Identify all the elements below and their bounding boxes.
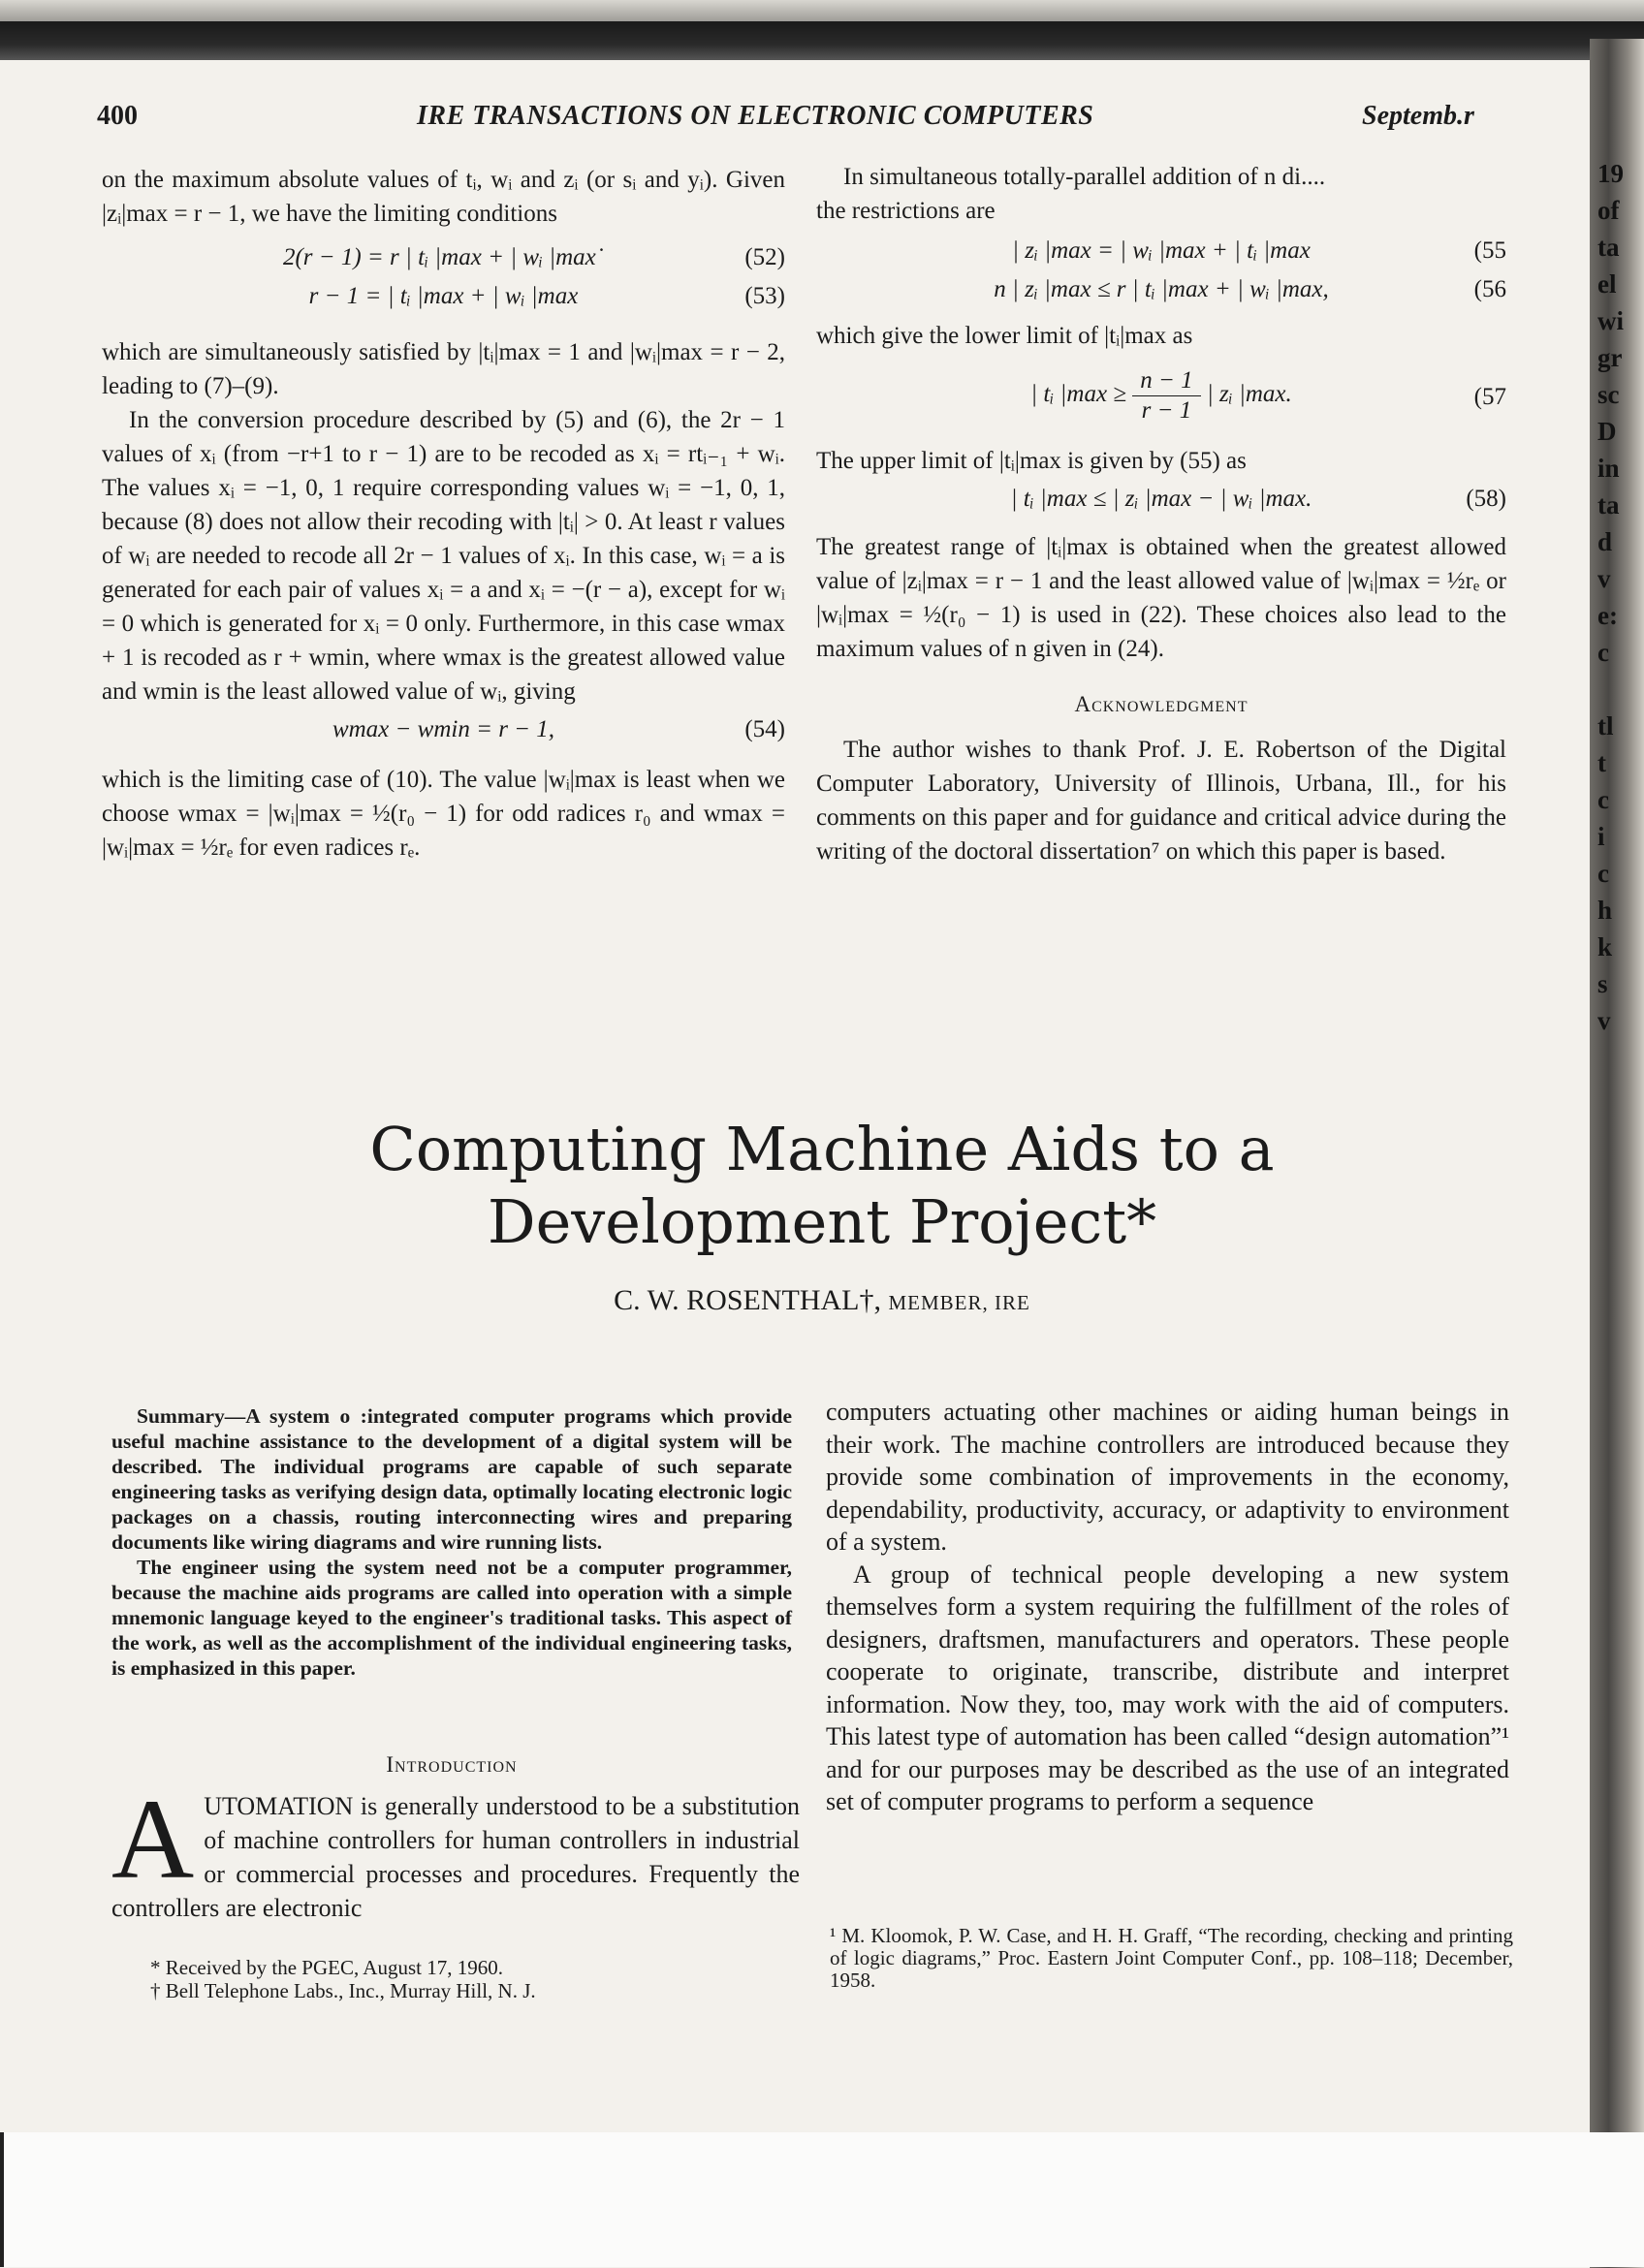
- journal-title: IRE TRANSACTIONS ON ELECTRONIC COMPUTERS: [417, 101, 1094, 131]
- article-summary: [111, 1403, 792, 1681]
- equation-text: wmax − wmin = r − 1,: [332, 716, 555, 742]
- spine-fragment: e:: [1597, 601, 1618, 630]
- equation-text: | zᵢ |max = | wᵢ |max + | tᵢ |max: [1012, 237, 1311, 264]
- eq57-rhs: | zᵢ |max.: [1206, 381, 1292, 408]
- author-membership: MEMBER, IRE: [888, 1291, 1030, 1314]
- spine-fragment: ta: [1597, 490, 1620, 520]
- acknowledgment-text: The author wishes to thank Prof. J. E. Robertson of the Digital Computer Laboratory, University of Illinois, Urbana, Ill., for his comments on this paper and for guidance and critical advice during the writing of the doctoral dissertation⁷ on which this paper is based.: [816, 737, 1506, 865]
- scan-left-edge: [0, 2132, 4, 2267]
- fraction: [1132, 366, 1200, 425]
- equation-number: (54): [744, 716, 785, 742]
- spine-fragment: d: [1597, 527, 1613, 556]
- equation-text: [816, 366, 1506, 425]
- equation-56: [816, 272, 1506, 311]
- article-title-line-1: Computing Machine Aids to a: [369, 1114, 1275, 1184]
- issue-month: Septemb.r: [1362, 101, 1474, 131]
- paragraph: the restrictions are: [816, 198, 996, 224]
- equation-53: [102, 279, 785, 318]
- equation-number: (57: [1473, 384, 1506, 410]
- spine-fragment: t: [1597, 748, 1606, 777]
- equation-55: [816, 234, 1506, 272]
- footnotes-left: [150, 1956, 809, 2002]
- spine-fragment: v: [1597, 564, 1611, 593]
- introduction-body: UTOMATION is generally understood to be a substitution of machine controllers for human controllers in industrial or commercial processes and procedures. Frequently the controllers are electronic: [111, 1792, 800, 1922]
- paragraph: A group of technical people developing a new system themselves form a system requiring the fulfillment of the roles of designers, draftsmen, manufacturers and operators. These people cooperate to originate, transcribe, distribute and interpret information. Now they, too, may work with the aid of computers. This latest type of automation has been called “design automation”¹ and for our purposes may be described as the use of an integrated set of computer programs to perform a sequence: [826, 1559, 1509, 1815]
- spine-fragment: k: [1597, 932, 1613, 961]
- spine-fragment: c: [1597, 859, 1609, 888]
- spine-fragment: sc: [1597, 380, 1620, 409]
- paragraph: which give the lower limit of |tᵢ|max as: [816, 323, 1193, 349]
- spine-fragment: ta: [1597, 233, 1620, 262]
- equation-58: [816, 482, 1506, 520]
- acknowledgment-heading: Acknowledgment: [1074, 692, 1249, 716]
- paragraph: In simultaneous totally-parallel addition of n di....: [843, 164, 1326, 190]
- page-number: 400: [97, 101, 138, 131]
- author-line: [0, 1284, 1644, 1317]
- equation-54: [102, 712, 785, 751]
- equation-number: (52): [744, 244, 785, 270]
- spine-fragment: D: [1597, 417, 1617, 446]
- equation-number: (55: [1473, 237, 1506, 264]
- paragraph: The upper limit of |tᵢ|max is given by (55) as: [816, 448, 1247, 474]
- paragraph: computers actuating other machines or aiding human beings in their work. The machine controllers are introduced because they provide some combination of improvements in the economy, dependability, productivity, accuracy, or adaptivity to environment of a system.: [826, 1398, 1509, 1556]
- spine-fragment: tl: [1597, 711, 1614, 740]
- drop-cap: A: [111, 1776, 195, 1903]
- spine-fragment: gr: [1597, 343, 1623, 372]
- spine-fragment: [1597, 671, 1636, 708]
- equation-number: (56: [1473, 276, 1506, 302]
- prev-article-right-column: [816, 160, 1506, 868]
- footnote-affiliation: † Bell Telephone Labs., Inc., Murray Hill, N. J.: [150, 1979, 536, 2002]
- equation-number: (58): [1466, 486, 1506, 512]
- spine-fragment: of: [1597, 196, 1620, 225]
- introduction-text: [111, 1776, 800, 1925]
- numerator: n − 1: [1132, 366, 1200, 396]
- article-right-column: [826, 1396, 1509, 1818]
- eq57-lhs: | tᵢ |max ≥: [1030, 381, 1127, 408]
- summary-paragraph: The engineer using the system need not be a computer programmer, because the machine aids programs are called into operation with a simple mnemonic language keyed to the engineer's traditional tasks. This aspect of the work, as well as the accomplishment of the individual engineering tasks, is emphasized in this paper.: [111, 1556, 792, 1680]
- equation-text: 2(r − 1) = r | tᵢ |max + | wᵢ |max˙: [282, 244, 605, 270]
- spine-fragment: c: [1597, 785, 1609, 814]
- paragraph: The greatest range of |tᵢ|max is obtained when the greatest allowed value of |zᵢ|max = r − 1 and the least allowed value of |wᵢ|max = ½rₑ or |wᵢ|max = ½(r₀ − 1) is used in (22). These choices also lead to the maximum values of n given in (24).: [816, 534, 1506, 662]
- prev-article-left-column: [102, 163, 785, 865]
- paragraph: In the conversion procedure described by (5) and (6), the 2r − 1 values of xᵢ (from −r+1 to r − 1) are to be recoded as xᵢ = rtᵢ₋₁ + wᵢ. The values xᵢ = −1, 0, 1 require corresponding values wᵢ = −1, 0, 1, because (8) does not allow their recoding with |tᵢ| > 0. At least r values of wᵢ are needed to recode all 2r − 1 values of xᵢ. In this case, wᵢ = a is generated for each pair of values xᵢ = a and xᵢ = −(r − a), except for wᵢ = 0 which is generated for xᵢ = 0 only. Furthermore, in this case wmax + 1 is recoded as r + wmin, where wmax is the greatest allowed value and wmin is the least allowed value of wᵢ, giving: [102, 407, 785, 705]
- article-title-line-2: Development Project*: [487, 1186, 1157, 1257]
- equation-text: | tᵢ |max ≤ | zᵢ |max − | wᵢ |max.: [1010, 486, 1312, 512]
- equation-52: [102, 240, 785, 279]
- equation-number: (53): [744, 283, 785, 309]
- introduction-heading: Introduction: [386, 1752, 518, 1777]
- paragraph: which are simultaneously satisfied by |tᵢ|max = 1 and |wᵢ|max = r − 2, leading to (7)–(9).: [102, 339, 785, 399]
- spine-text-fragments: [1597, 155, 1636, 1039]
- summary-paragraph: Summary—A system o :integrated computer programs which provide useful machine assistance to the development of a digital system will be described. The individual programs are capable of such separate engineering tasks as verifying design data, optimally locating electronic logic packages on a chassis, routing interconnecting wires and preparing documents like wiring diagrams and wire running lists.: [111, 1404, 792, 1554]
- author-name: C. W. ROSENTHAL†,: [614, 1284, 881, 1316]
- spine-fragment: h: [1597, 896, 1613, 925]
- spine-fragment: 19: [1597, 159, 1624, 188]
- equation-text: n | zᵢ |max ≤ r | tᵢ |max + | wᵢ |max,: [994, 276, 1329, 302]
- denominator: r − 1: [1141, 397, 1192, 424]
- spine-fragment: i: [1597, 822, 1605, 851]
- spine-fragment: wi: [1597, 306, 1624, 335]
- equation-57: [816, 361, 1506, 430]
- spine-fragment: s: [1597, 969, 1608, 998]
- scan-binding-shadow: [0, 21, 1644, 60]
- spine-fragment: v: [1597, 1006, 1611, 1035]
- equation-text: r − 1 = | tᵢ |max + | wᵢ |max: [308, 283, 579, 309]
- spine-fragment: in: [1597, 454, 1620, 483]
- footnote-received: * Received by the PGEC, August 17, 1960.: [150, 1956, 503, 1979]
- scan-top-edge: [0, 0, 1644, 23]
- paragraph: which is the limiting case of (10). The value |wᵢ|max is least when we choose wmax = |wᵢ|max = ½(r₀ − 1) for odd radices r₀ and wmax = |wᵢ|max = ½rₑ for even radices rₑ.: [102, 767, 785, 861]
- scan-bottom-margin: [0, 2132, 1644, 2267]
- spine-fragment: el: [1597, 269, 1617, 299]
- footnote-reference: ¹ M. Kloomok, P. W. Case, and H. H. Graff, “The recording, checking and printing of logic diagrams,” Proc. Eastern Joint Computer Conf., pp. 108–118; December, 1958.: [830, 1924, 1513, 1992]
- spine-fragment: c: [1597, 638, 1609, 667]
- paragraph: on the maximum absolute values of tᵢ, wᵢ and zᵢ (or sᵢ and yᵢ). Given |zᵢ|max = r − 1, we have the limiting conditions: [102, 167, 785, 227]
